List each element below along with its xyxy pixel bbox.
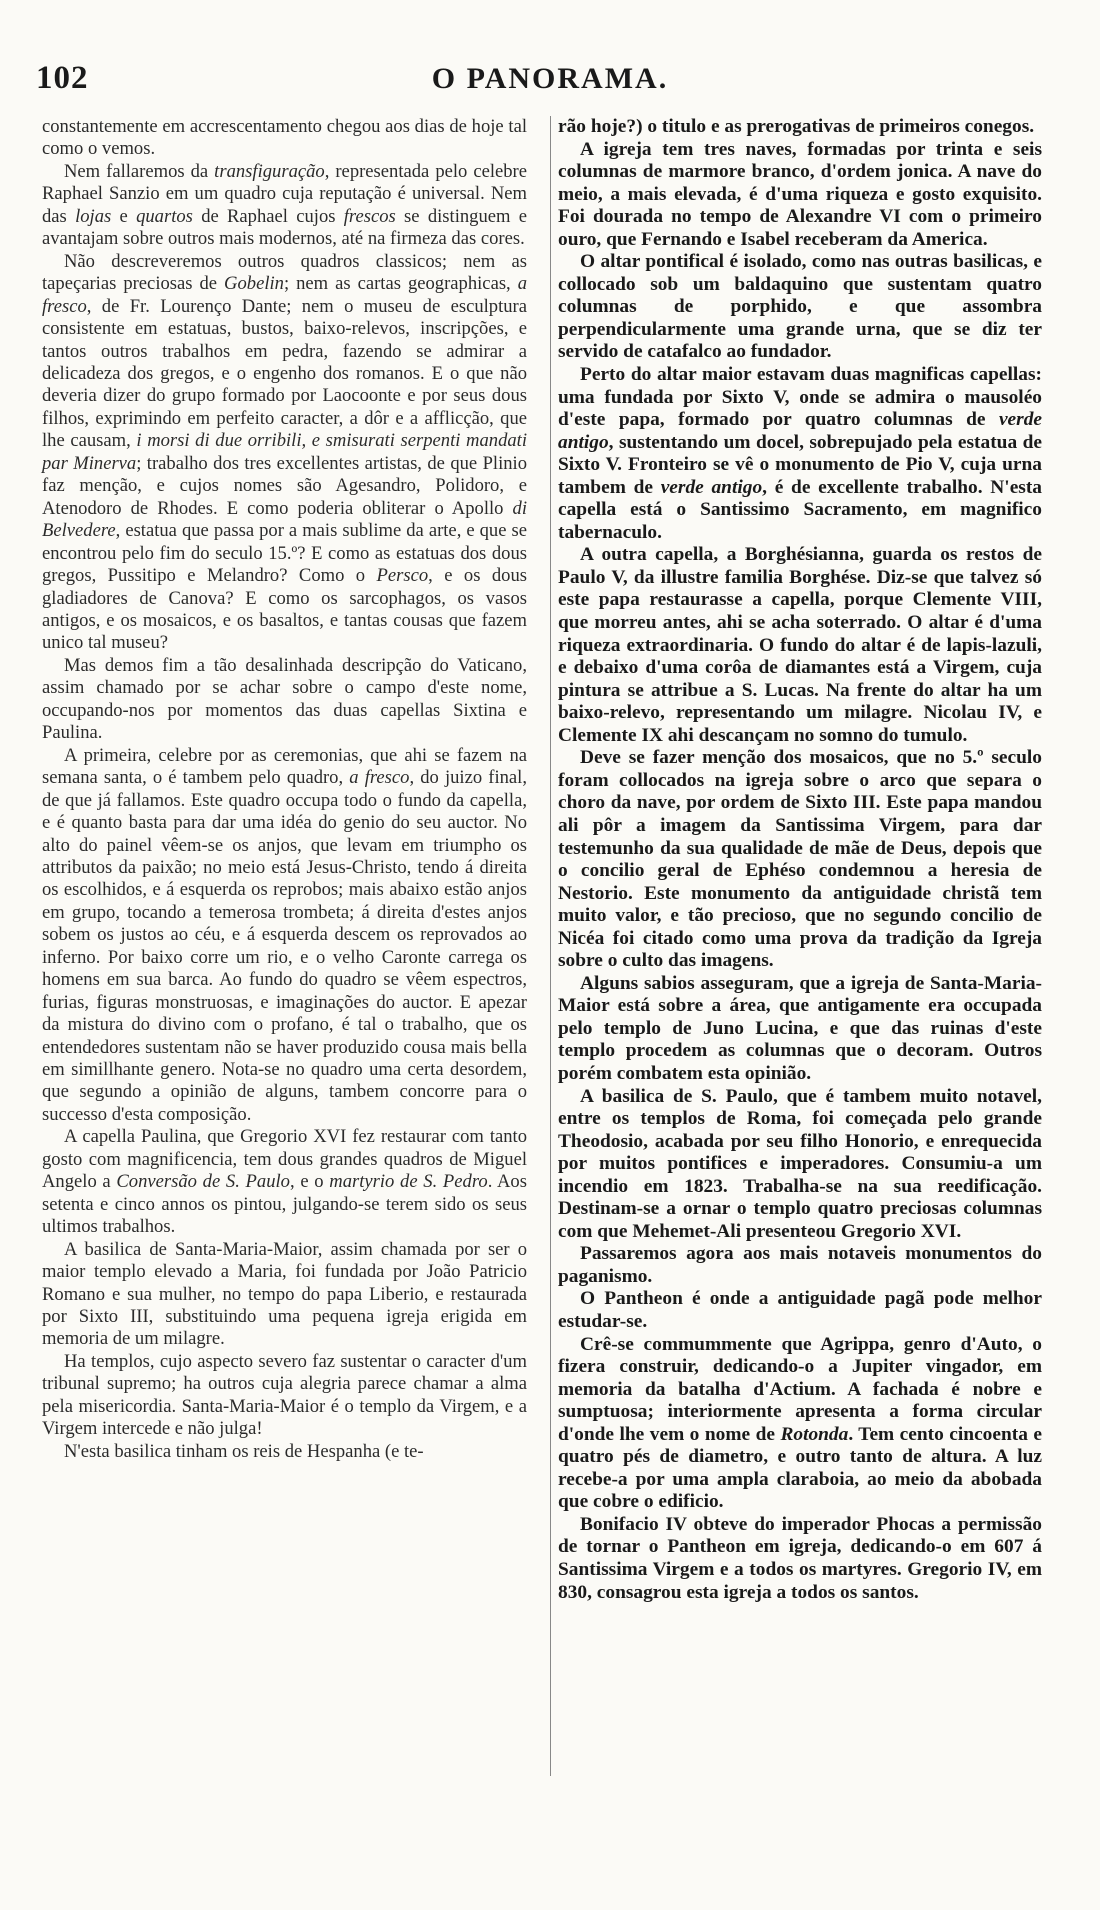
italic-phrase: lojas bbox=[75, 205, 112, 227]
paragraph bbox=[42, 1239, 527, 1351]
paragraph bbox=[558, 747, 1042, 972]
text-run: ; nem as cartas geographicas, bbox=[283, 273, 518, 295]
italic-phrase: quartos bbox=[136, 205, 193, 227]
italic-phrase: Gobelin bbox=[224, 273, 284, 295]
paragraph bbox=[42, 251, 527, 655]
paragraph bbox=[558, 544, 1042, 747]
italic-phrase: martyrio de S. Pedro bbox=[329, 1171, 488, 1193]
paragraph bbox=[558, 1243, 1042, 1288]
paragraph bbox=[558, 973, 1042, 1086]
text-run: Nem fallaremos da bbox=[64, 160, 215, 182]
text-run: , e os dous gladiadores de Canova? E como os sarcophagos, os vasos antigos, e os mosaicos, e os basaltos, e tantas cousas que fazem unico tal museu? bbox=[42, 565, 527, 654]
italic-phrase: a fresco bbox=[42, 273, 527, 317]
paragraph bbox=[558, 1334, 1042, 1514]
italic-phrase: Persco bbox=[376, 565, 429, 587]
text-run: de Raphael cujos bbox=[192, 205, 344, 227]
page-header bbox=[0, 60, 1100, 100]
text-run: Bonifacio IV obteve do imperador Phocas a permissão de tornar o Pantheon em igreja, dedicando-o em 607 á Santissima Virgem e a todos os martyres. Gregorio IV, em 830, consagrou esta igreja a todos os santos. bbox=[558, 1513, 1042, 1603]
italic-phrase: Conversão de S. Paulo bbox=[116, 1171, 290, 1193]
paragraph bbox=[42, 745, 527, 1127]
paragraph bbox=[42, 655, 527, 745]
text-run: . Tem cento cincoenta e quatro pés de diametro, e outro tanto de altura. A luz recebe-a por uma ampla claraboia, ao meio da abobada que cobre o edificio. bbox=[558, 1423, 1043, 1513]
text-run: rão hoje?) o titulo e as prerogativas de primeiros conegos. bbox=[558, 116, 1035, 137]
text-run: , de Fr. Lourenço Dante; nem o museu de esculptura consistente em estatuas, bustos, baixo-relevos, inscripções, e tantos outros trabalhos em pedra, fazendo se admirar a delicadeza dos gregos, e o engenho dos romanos. E o que não deveria dizer do grupo formado por Laocoonte e por seus dous filhos, exprimindo em perfeito caracter, a dôr e a afflicção, que lhe causam, bbox=[42, 295, 527, 452]
text-run: , e o bbox=[289, 1171, 330, 1193]
italic-phrase: Rotonda bbox=[780, 1423, 849, 1445]
text-run: A igreja tem tres naves, formadas por trinta e seis columnas de marmore branco, d'ordem jonica. A nave do meio, a mais elevada, é d'uma riqueza e gosto exquisito. Foi dourada no tempo de Alexandre VI com o primeiro ouro, que Fernando e Isabel receberam da America. bbox=[558, 138, 1042, 250]
paragraph bbox=[42, 1351, 527, 1441]
text-run: , representada pelo celebre Raphael Sanzio em um quadro cuja reputação é universal. Nem das bbox=[42, 160, 527, 227]
text-run: O altar pontifical é isolado, como nas outras basilicas, e collocado sob um baldaquino que sustentam quatro columnas de porphido, e que assombra perpendicularmente uma grande urna, que se diz ter servido de catafalco ao fundador. bbox=[558, 251, 1042, 363]
text-run: A basilica de Santa-Maria-Maior, assim chamada por ser o maior templo elevado a Maria, foi fundada por João Patricio Romano e sua mulher, no tempo do papa Liberio, e restaurada por Sixto III, substituindo uma pequena igreja erigida em memoria de um milagre. bbox=[42, 1238, 527, 1350]
italic-phrase: transfiguração bbox=[214, 160, 325, 182]
paragraph bbox=[42, 116, 527, 161]
text-run: ; trabalho dos tres excellentes artistas, de que Plinio faz menção, e cujos nomes são Agesandro, Polidoro, e Atenodoro de Rhodes. E como poderia obliterar o Apollo bbox=[42, 452, 528, 519]
paragraph bbox=[558, 1086, 1042, 1244]
text-run: , estatua que passa por a mais sublime da arte, e que se encontrou pelo fim do seculo 15.º? E como as estatuas dos dous gregos, Pussitipo e Melandro? Como o bbox=[42, 520, 527, 587]
italic-phrase: a fresco bbox=[349, 767, 410, 789]
paragraph bbox=[42, 161, 527, 251]
paragraph bbox=[558, 364, 1042, 544]
paragraph bbox=[42, 1441, 527, 1463]
text-run: A outra capella, a Borghésianna, guarda os restos de Paulo V, da illustre familia Borghése. Diz-se que talvez só este papa restaurasse a capella, porque Clemente VIII, que morreu antes, ahi se acha soterrado. O altar é d'uma riqueza extraordinaria. O fundo do altar é de lapis-lazuli, e debaixo d'uma corôa de diamantes está a Virgem, cuja pintura se attribue a S. Lucas. Na frente do altar ha um baixo-relevo, representando um milagre. Nicolau IV, e Clemente IX ahi descançam no somno do tumulo. bbox=[558, 544, 1042, 746]
text-run: Crê-se commummente que Agrippa, genro d'Auto, o fizera construir, dedicando-o a Jupiter vingador, em memoria da batalha d'Actium. A fachada é nobre e sumptuosa; interiormente apresenta a forma circular d'onde lhe vem o nome de bbox=[558, 1333, 1042, 1445]
left-column bbox=[42, 116, 527, 1463]
text-run: , do juizo final, de que já fallamos. Este quadro occupa todo o fundo da capella, e é quanto basta para dar uma idéa do genio do seu auctor. No alto do painel vêem-se os anjos, que levam em triumpho os attributos da paixão; no meio está Jesus-Christo, tendo á direita os escolhidos, e á esquerda os reprobos; mais abaixo estão anjos em grupo, tocando a temerosa trombeta; á direita d'estes anjos sobem os justos ao céu, e á esquerda descem os reprovados ao inferno. Por baixo corre um rio, e o velho Caronte carrega os homens em sua barca. Ao fundo do quadro se vêem espectros, furias, figuras monstruosas, e imaginações do auctor. E apezar da mistura do divino com o profano, é tal o trabalho, que os entendedores sustentam não se haver produzido cousa mais bella em simillhante genero. Nota-se no quadro uma certa desordem, que segundo a opinião de alguns, tambem concorre para o successo d'esta composição. bbox=[42, 767, 527, 1125]
right-column bbox=[558, 116, 1042, 1604]
text-run: , sustentando um docel, sobrepujado pela estatua de Sixto V. Fronteiro se vê o monumento de Pio V, cuja urna tambem de bbox=[558, 431, 1042, 498]
text-run: e bbox=[111, 205, 137, 227]
italic-phrase: di Belvedere bbox=[42, 497, 527, 542]
paragraph bbox=[558, 1288, 1042, 1333]
text-run: O Pantheon é onde a antiguidade pagã pode melhor estudar-se. bbox=[558, 1288, 1042, 1332]
column-divider bbox=[550, 116, 551, 1776]
text-run: constantemente em accrescentamento chegou aos dias de hoje tal como o vemos. bbox=[42, 116, 527, 160]
journal-title: O PANORAMA. bbox=[431, 62, 669, 95]
text-run: se distinguem e avantajam sobre outros mais modernos, até na firmeza das cores. bbox=[42, 205, 527, 250]
text-run: Deve se fazer menção dos mosaicos, que no 5.º seculo foram collocados na igreja sobre o arco que separa o choro da nave, por ordem de Sixto III. Este papa mandou ali pôr a imagem da Santissima Virgem, para dar testemunho da sua qualidade de mãe de Deus, depois que o concilio geral de Ephéso condemnou a heresia de Nestorio. Este monumento da antiguidade christã tem muito valor, e tão precioso, que no segundo concilio de Nicéa foi citado como uma prova da tradição da Igreja sobre o culto das imagens. bbox=[558, 747, 1042, 972]
text-run: Alguns sabios asseguram, que a igreja de Santa-Maria-Maior está sobre a área, que antigamente era occupada pelo templo de Juno Lucina, e que das ruinas d'este templo procedem as columnas que o decoram. Outros porém combatem esta opinião. bbox=[558, 972, 1042, 1084]
italic-phrase: verde antigo bbox=[558, 409, 1042, 453]
italic-phrase: i morsi di due orribili, e smisurati serpenti mandati par Minerva bbox=[42, 430, 527, 474]
text-run: A primeira, celebre por as ceremonias, que ahi se fazem na semana santa, o é tambem pelo quadro, bbox=[42, 744, 527, 789]
text-run: . Aos setenta e cinco annos os pintou, julgando-se terem sido os seus ultimos trabalhos. bbox=[42, 1171, 527, 1238]
text-run: Perto do altar maior estavam duas magnificas capellas: uma fundada por Sixto V, onde se admira o mausoléo d'este papa, formado por quatro columnas de bbox=[558, 364, 1042, 431]
text-run: Ha templos, cujo aspecto severo faz sustentar o caracter d'um tribunal supremo; ha outros cuja alegria parece chamar a alma pela misericordia. Santa-Maria-Maior é o templo da Virgem, e a Virgem intercede e não julga! bbox=[42, 1350, 527, 1440]
paragraph bbox=[558, 139, 1042, 252]
paragraph bbox=[558, 1514, 1042, 1604]
page-number: 102 bbox=[36, 60, 89, 96]
paragraph bbox=[42, 1126, 527, 1238]
text-run: N'esta basilica tinham os reis de Hespanha (e te- bbox=[64, 1440, 424, 1462]
text-run: , é de excellente trabalho. N'esta capella está o Santissimo Sacramento, em magnifico tabernaculo. bbox=[558, 476, 1043, 543]
text-run: Mas demos fim a tão desalinhada descripção do Vaticano, assim chamado por se achar sobre o campo d'este nome, occupando-nos por momentos das duas capellas Sixtina e Paulina. bbox=[42, 654, 527, 744]
text-run: Não descreveremos outros quadros classicos; nem as tapeçarias preciosas de bbox=[42, 250, 527, 295]
text-run: Passaremos agora aos mais notaveis monumentos do paganismo. bbox=[558, 1243, 1042, 1287]
italic-phrase: verde antigo bbox=[660, 476, 763, 498]
text-run: A basilica de S. Paulo, que é tambem muito notavel, entre os templos de Roma, foi começada pelo grande Theodosio, acabada por seu filho Honorio, e enrequecida por muitos pontifices e imperadores. Consumiu-a um incendio em 1823. Trabalha-se na sua reedificação. Destinam-se a ornar o templo quatro preciosas columnas com que Mehemet-Ali presenteou Gregorio XVI. bbox=[558, 1085, 1042, 1242]
paragraph bbox=[558, 116, 1042, 139]
paragraph bbox=[558, 251, 1042, 364]
italic-phrase: frescos bbox=[343, 205, 396, 227]
text-run: A capella Paulina, que Gregorio XVI fez restaurar com tanto gosto com magnificencia, tem dous grandes quadros de Miguel Angelo a bbox=[42, 1126, 527, 1193]
